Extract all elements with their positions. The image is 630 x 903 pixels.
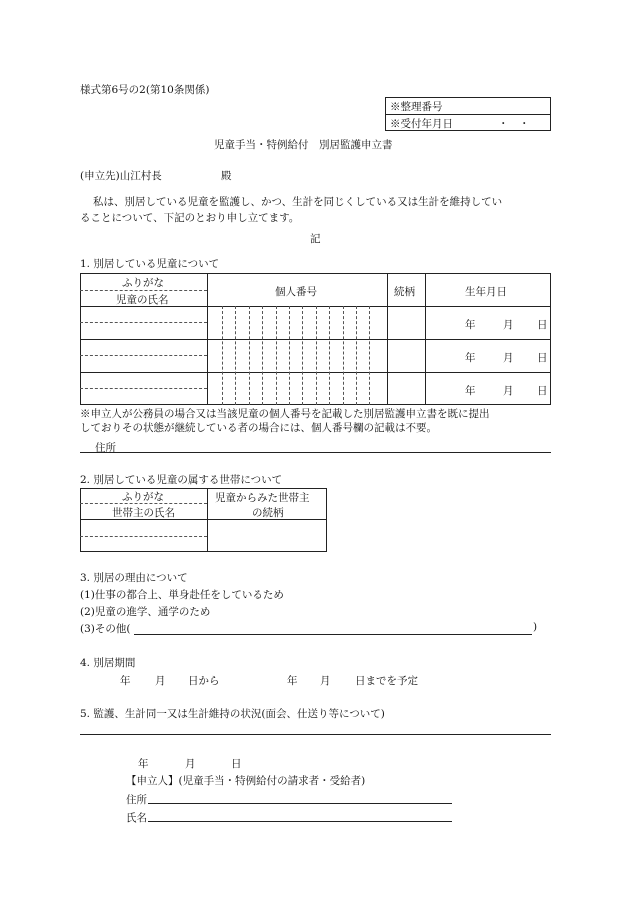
applicant-label: 【申立人】(児童手当・特例給付の請求者・受給者) (126, 775, 366, 787)
reason-other-field[interactable] (134, 634, 532, 635)
addressee-honorific: 殿 (221, 170, 232, 182)
intro-line-2: ることについて、下記のとおり申し立てます。 (80, 212, 300, 224)
section2-heading: 2. 別居している児童の属する世帯について (80, 474, 283, 486)
section1-heading: 1. 別居している児童について (80, 258, 220, 270)
digit-separator (302, 306, 303, 405)
hh-col-relation-1: 児童からみた世帯主 (215, 492, 310, 504)
document-title: 児童手当・特例給付 別居監護申立書 (214, 139, 393, 151)
digit-separator (343, 306, 344, 405)
office-number-label: ※整理番号 (390, 101, 443, 113)
digit-separator (235, 306, 236, 405)
addressee: (申立先)山江村長 (80, 170, 162, 182)
row3-month: 月 (503, 385, 514, 397)
note-line-1: ※申立人が公務員の場合又は当該児童の個人番号を記載した別居監護申立書を既に提出 (80, 408, 490, 420)
to-month: 月 (320, 675, 331, 687)
hh-col-relation-2: の続柄 (252, 507, 284, 519)
col-furigana: ふりがな (122, 277, 164, 289)
from-day: 日から (188, 675, 220, 687)
address-field[interactable] (80, 452, 551, 453)
digit-separator (262, 306, 263, 405)
row3-year: 年 (465, 385, 476, 397)
sig-day: 日 (231, 758, 242, 770)
reason-3[interactable]: (3)その他( (80, 623, 131, 635)
digit-separator (369, 306, 370, 405)
row2-year: 年 (465, 352, 476, 364)
hh-col-name: 世帯主の氏名 (112, 507, 175, 519)
from-year: 年 (120, 675, 131, 687)
row2-month: 月 (503, 352, 514, 364)
to-day: 日までを予定 (355, 675, 418, 687)
digit-separator (276, 306, 277, 405)
digit-separator (316, 306, 317, 405)
ki-label: 記 (310, 233, 321, 245)
office-date-label: ※受付年月日 (390, 118, 453, 130)
form-id: 様式第6号の2(第10条関係) (80, 84, 210, 96)
sig-year: 年 (138, 758, 149, 770)
sig-name-field[interactable] (148, 821, 452, 822)
reason-2[interactable]: (2)児童の進学、通学のため (80, 606, 211, 618)
col-individual-number: 個人番号 (275, 286, 317, 298)
row1-month: 月 (503, 319, 514, 331)
sig-name-label: 氏名 (126, 812, 147, 824)
row3-day: 日 (537, 385, 548, 397)
digit-separator (249, 306, 250, 405)
digit-separator (356, 306, 357, 405)
to-year: 年 (287, 675, 298, 687)
row2-day: 日 (537, 352, 548, 364)
from-month: 月 (155, 675, 166, 687)
section3-heading: 3. 別居の理由について (80, 572, 188, 584)
note-line-2: しておりその状態が継続している者の場合には、個人番号欄の記載は不要。 (80, 422, 437, 434)
address-label: 住所 (95, 442, 116, 454)
col-birthdate: 生年月日 (465, 286, 507, 298)
row1-year: 年 (465, 319, 476, 331)
sig-month: 月 (185, 758, 196, 770)
intro-line-1: 私は、別居している児童を監護し、かつ、生計を同じくしている又は生計を維持してい (93, 196, 503, 208)
digit-separator (222, 306, 223, 405)
row1-day: 日 (537, 319, 548, 331)
reason-1[interactable]: (1)仕事の都合上、単身赴任をしているため (80, 589, 284, 601)
section4-heading: 4. 別居期間 (80, 657, 136, 669)
col-relation: 続柄 (394, 286, 415, 298)
section5-heading: 5. 監護、生計同一又は生計維持の状況(面会、仕送り等について) (80, 708, 385, 720)
office-date-dots: ・ ・ (498, 118, 530, 130)
col-child-name: 児童の氏名 (116, 294, 169, 306)
sig-address-label: 住所 (126, 794, 147, 806)
digit-separator (329, 306, 330, 405)
sig-address-field[interactable] (148, 803, 452, 804)
digit-separator (289, 306, 290, 405)
hh-col-furigana: ふりがな (122, 491, 164, 503)
reason-close-paren: ) (533, 621, 538, 633)
status-field[interactable] (80, 734, 551, 735)
